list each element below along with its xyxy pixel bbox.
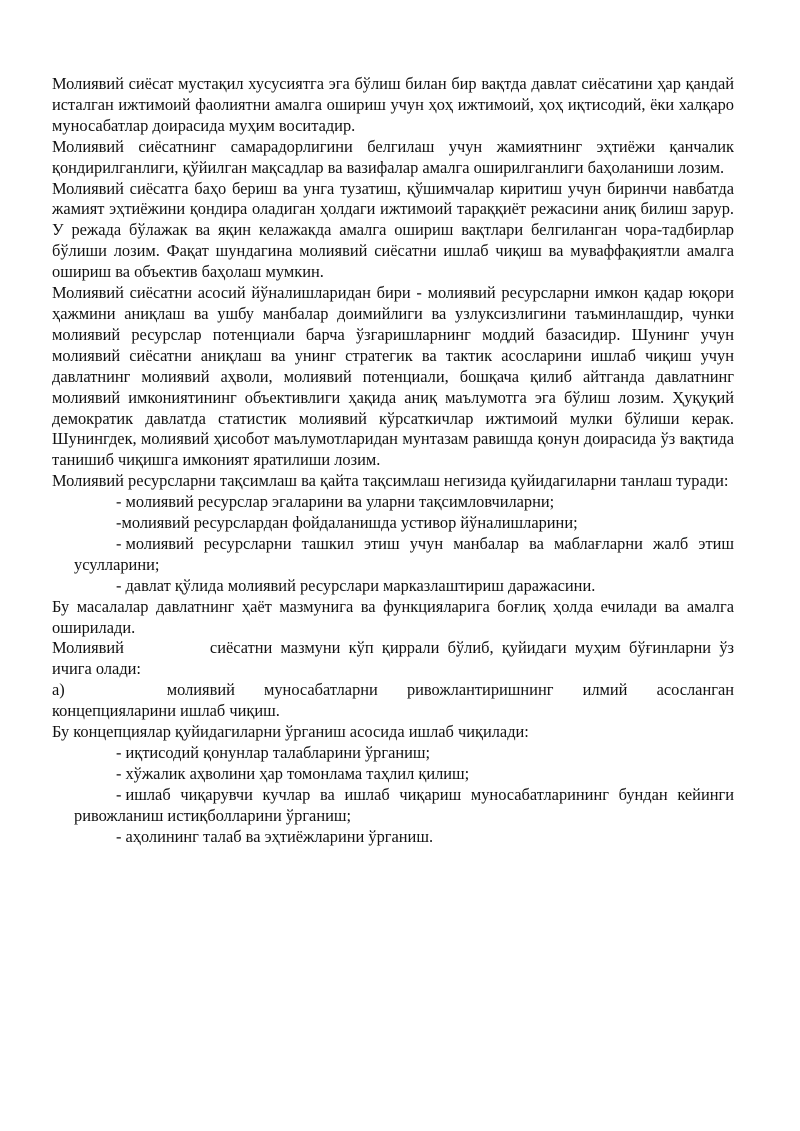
paragraph-financial-policy-intro: Молиявий сиёсат мустақил хусусиятга эга бўлиш билан бир вақтда давлат сиёсатини ҳар қандай исталган ижтимоий фаолиятни амалга ошириш учун ҳоҳ ижтимоий, ҳоҳ иқтисодий, ёки халқаро муносабатлар доирасида муҳим воситадир.	[52, 74, 734, 135]
list-item: - давлат қўлида молиявий ресурслари марказлаштириш даражасини.	[116, 575, 596, 595]
paragraph-issues-solved: Бу масалалар давлатнинг ҳаёт мазмунига ва функцияларига боғлиқ ҳолда ечилади ва амалга оширилади.	[52, 596, 734, 637]
dash-marker: -	[116, 492, 122, 512]
item-a-label: а)	[52, 680, 65, 700]
list-item: - молиявий ресурслар эгаларини ва уларни тақсимловчиларни;	[116, 492, 555, 512]
list-study-areas	[52, 743, 734, 848]
paragraph-evaluation: Молиявий сиёсатга баҳо бериш ва унга тузатиш, қўшимчалар киритиш учун биринчи навбатда жамият эҳтиёжини қондира оладиган ҳолдаги ижтимоий тараққиёт режасини аниқ билиш зарур. У режада бўлажак ва яқин келажакда амалга ошириш вақтлари белгиланган чора-тадбирлар бўлиши лозим. Фақат шундагина молиявий сиёсатни ишлаб чиқиш ва муваффақиятли амалга ошириш ва объектив баҳолаш мумкин.	[52, 178, 734, 282]
list-item: - молиявий ресурсларни ташкил этиш учун манбалар ва маблағларни жалб этиш усулларини;	[74, 533, 734, 574]
dash-marker: -	[116, 575, 122, 595]
paragraph-distribution: Молиявий ресурсларни тақсимлаш ва қайта тақсимлаш негизида қуйидагиларни танлаш туради:	[52, 471, 729, 491]
dash-marker: -	[116, 784, 122, 804]
list-distribution-choices	[52, 492, 734, 597]
dash-marker: -	[116, 533, 122, 553]
dash-marker: -	[116, 743, 122, 762]
dash-marker: -	[116, 763, 122, 783]
item-a	[52, 680, 734, 722]
paragraph-policy-structure: Молиявий сиёсатни мазмуни кўп қиррали бўлиб, қуйидаги муҳим бўғинларни ўз ичига олади:	[52, 638, 734, 679]
dash-marker: -	[116, 513, 122, 533]
list-item: - иқтисодий қонунлар талабларини ўрганиш;	[116, 743, 431, 762]
list-item: - аҳолининг талаб ва эҳтиёжларини ўрганиш.	[116, 826, 434, 846]
paragraph-efficiency: Молиявий сиёсатнинг самарадорлигини белгилаш учун жамиятнинг эҳтиёжи қанчалик қондирилганлиги, қўйилган мақсадлар ва вазифалар амалга оширилганлиги баҳоланиши лозим.	[52, 136, 734, 177]
dash-marker: -	[116, 826, 122, 846]
list-item: -молиявий ресурслардан фойдаланишда устивор йўналишларини;	[116, 513, 578, 533]
list-item: - хўжалик аҳволини ҳар томонлама таҳлил қилиш;	[116, 763, 470, 783]
item-a-text: молиявий муносабатларни ривожлантиришнинг илмий асосланган концепцияларини ишлаб чиқиш.	[52, 680, 734, 721]
paragraph-concepts: Бу концепциялар қуйидагиларни ўрганиш асосида ишлаб чиқилади:	[52, 722, 529, 742]
list-item: - ишлаб чиқарувчи кучлар ва ишлаб чиқариш муносабатларининг бундан кейинги ривожланиш истиқболларини ўрганиш;	[74, 784, 734, 825]
paragraph-main-directions: Молиявий сиёсатни асосий йўналишларидан бири - молиявий ресурсларни имкон қадар юқори ҳажмини аниқлаш ва ушбу манбалар доимийлиги ва узлуксизлигини таъминлашдир, чунки молиявий ресурслар потенциали барча ўзгаришларнинг моддий базасидир. Шунинг учун молиявий сиёсатни аниқлаш ва унинг стратегик ва тактик асосларини ишлаб чиқиш учун давлатнинг молиявий аҳволи, молиявий потенциали, бошқача қилиб айтганда давлатнинг молиявий имкониятининг объективлиги ҳақида аниқ маълумотга эга бўлиш лозим. Ҳуқуқий демократик давлатда статистик молиявий кўрсаткичлар ижтимоий мулки бўлиши керак. Шунингдек, молиявий ҳисобот маълумотларидан мунтазам равишда қонун доирасида ўз вақтида танишиб чиқишга имконият яратилиши лозим.	[52, 283, 734, 470]
